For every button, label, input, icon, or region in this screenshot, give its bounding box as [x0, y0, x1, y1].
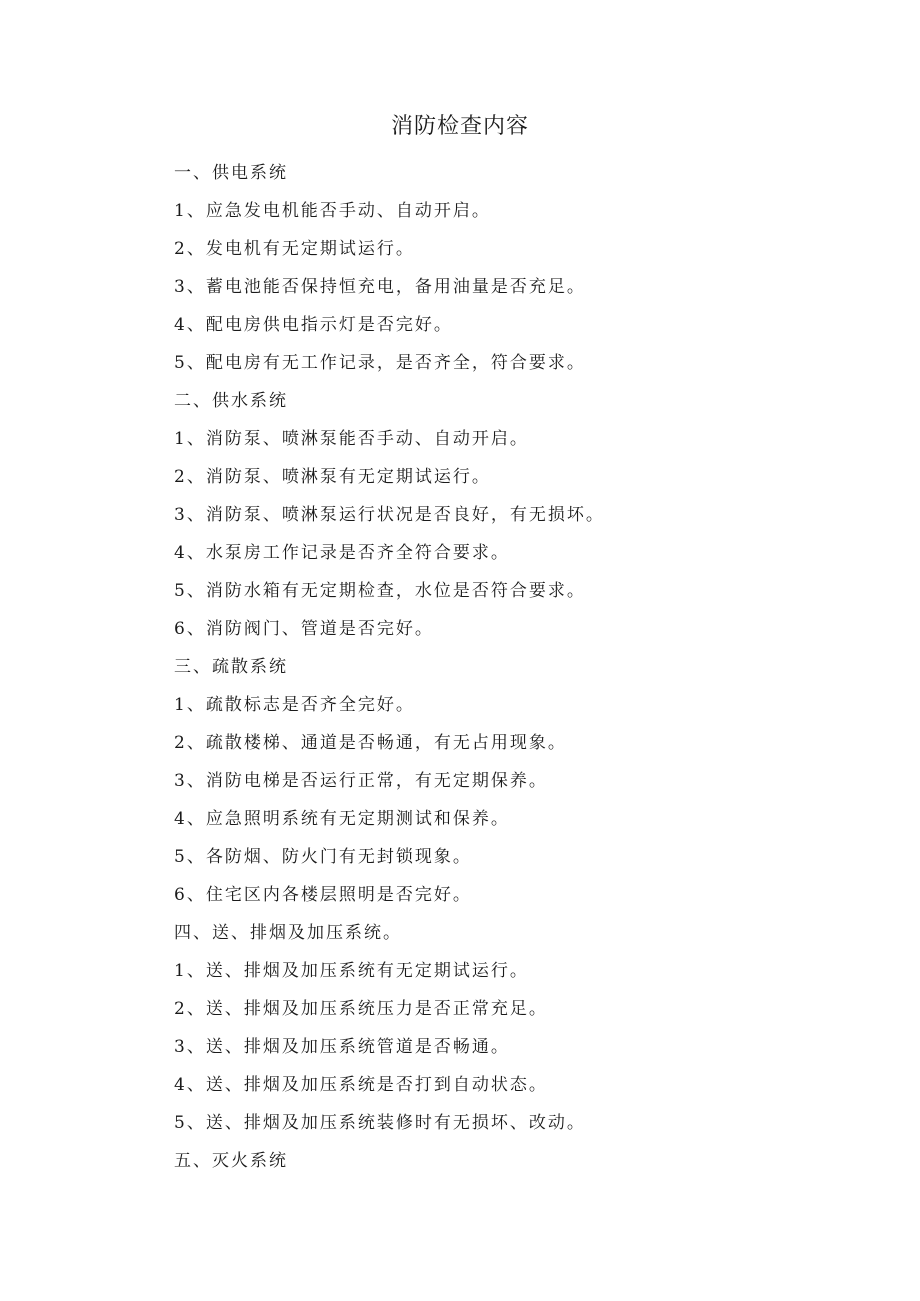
list-item: 3、消防泵、喷淋泵运行状况是否良好，有无损坏。 [174, 505, 605, 525]
list-item: 3、送、排烟及加压系统管道是否畅通。 [174, 1037, 510, 1057]
list-item: 4、配电房供电指示灯是否完好。 [174, 315, 453, 335]
section-heading: 四、送、排烟及加压系统。 [174, 923, 402, 943]
list-item: 4、水泵房工作记录是否齐全符合要求。 [174, 543, 510, 563]
list-item: 3、蓄电池能否保持恒充电，备用油量是否充足。 [174, 277, 586, 297]
section-heading: 二、供水系统 [174, 391, 288, 411]
section-heading: 三、疏散系统 [174, 657, 288, 677]
list-item: 2、发电机有无定期试运行。 [174, 239, 415, 259]
list-item: 1、应急发电机能否手动、自动开启。 [174, 201, 491, 221]
list-item: 2、送、排烟及加压系统压力是否正常充足。 [174, 999, 548, 1019]
list-item: 5、送、排烟及加压系统装修时有无损坏、改动。 [174, 1113, 586, 1133]
list-item: 1、疏散标志是否齐全完好。 [174, 695, 415, 715]
list-item: 4、送、排烟及加压系统是否打到自动状态。 [174, 1075, 548, 1095]
section-heading: 五、灭火系统 [174, 1151, 288, 1171]
list-item: 1、送、排烟及加压系统有无定期试运行。 [174, 961, 529, 981]
list-item: 3、消防电梯是否运行正常，有无定期保养。 [174, 771, 548, 791]
list-item: 5、各防烟、防火门有无封锁现象。 [174, 847, 472, 867]
section-heading: 一、供电系统 [174, 163, 288, 183]
list-item: 1、消防泵、喷淋泵能否手动、自动开启。 [174, 429, 529, 449]
list-item: 5、配电房有无工作记录，是否齐全，符合要求。 [174, 353, 586, 373]
list-item: 6、消防阀门、管道是否完好。 [174, 619, 434, 639]
list-item: 6、住宅区内各楼层照明是否完好。 [174, 885, 472, 905]
document-body [174, 160, 854, 1186]
list-item: 4、应急照明系统有无定期测试和保养。 [174, 809, 510, 829]
list-item: 2、消防泵、喷淋泵有无定期试运行。 [174, 467, 491, 487]
document-title: 消防检查内容 [390, 114, 529, 139]
list-item: 2、疏散楼梯、通道是否畅通，有无占用现象。 [174, 733, 567, 753]
list-item: 5、消防水箱有无定期检查，水位是否符合要求。 [174, 581, 586, 601]
